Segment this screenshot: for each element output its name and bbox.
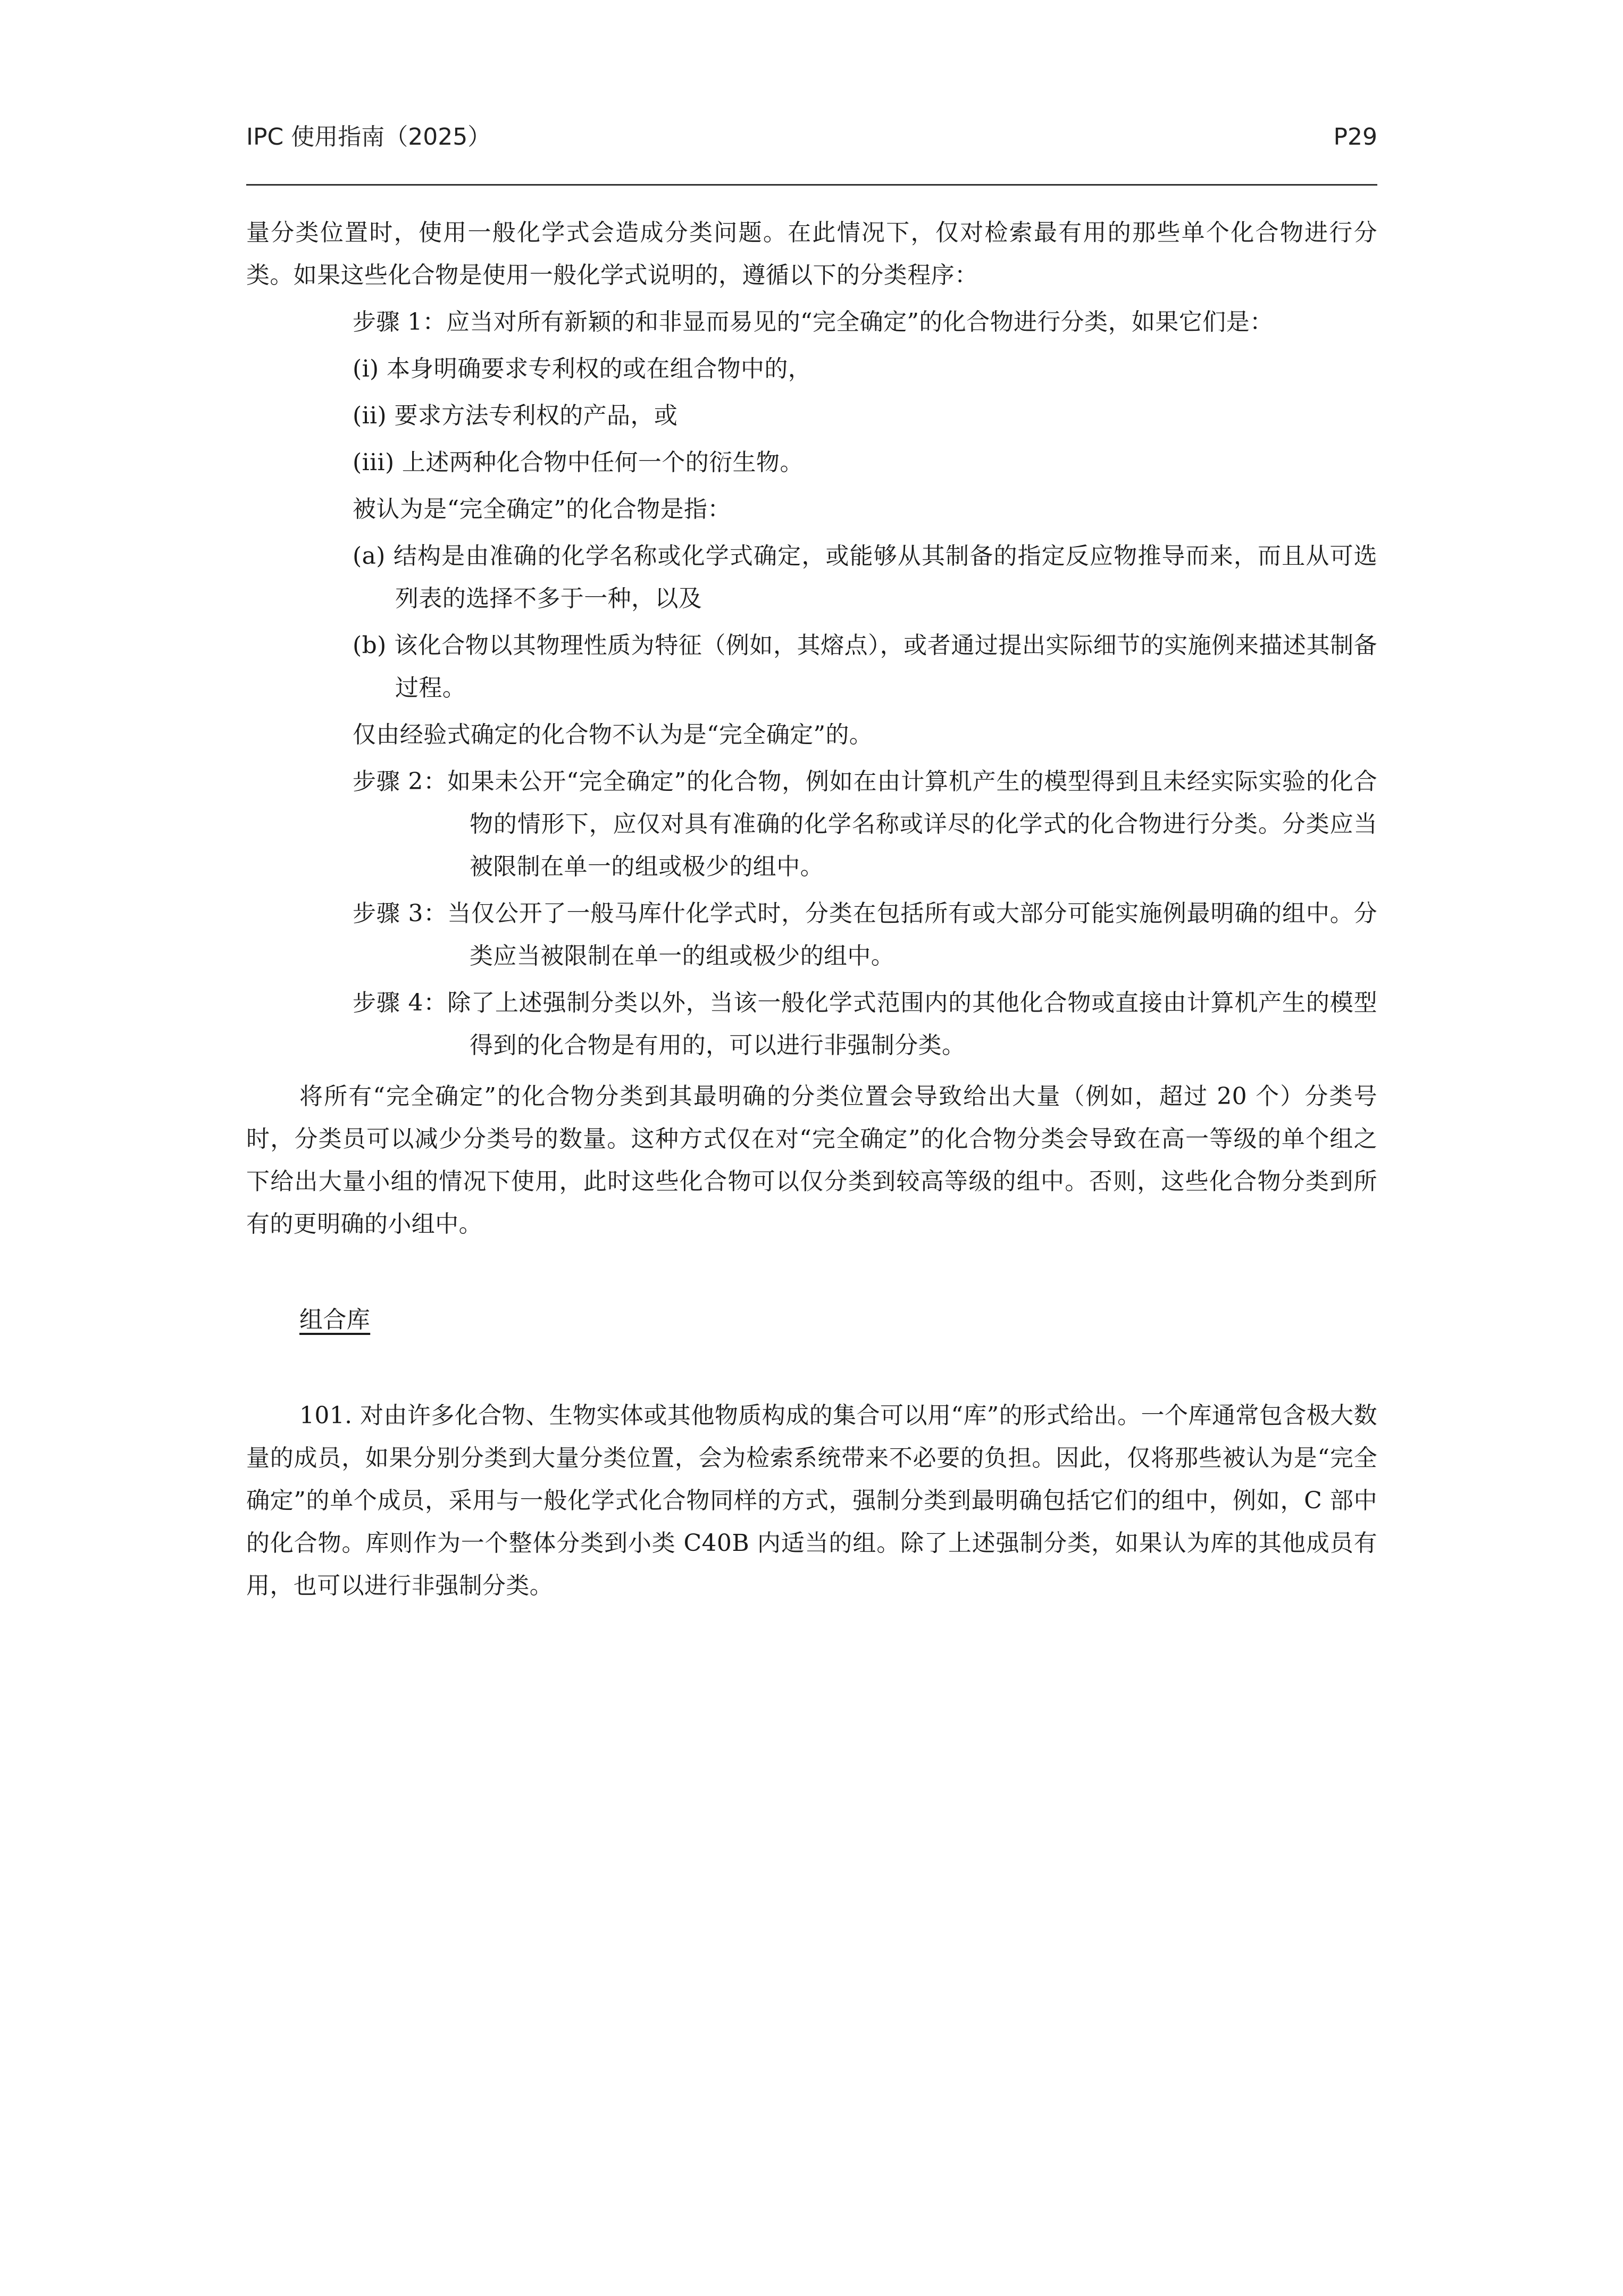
definition-intro: 被认为是“完全确定”的化合物是指： <box>353 496 731 523</box>
page-number: P29 <box>1333 123 1377 151</box>
step-4-text: 除了上述强制分类以外，当该一般化学式范围内的其他化合物或直接由计算机产生的模型得到的化合物是有用的，可以进行非强制分类。 <box>447 989 1377 1059</box>
step-4 <box>246 982 1377 1067</box>
step-3-label: 步骤 3： <box>353 900 448 927</box>
step-1 <box>246 301 1377 344</box>
step-2 <box>246 761 1377 888</box>
section-heading: 组合库 <box>299 1306 371 1333</box>
empirical-formula-note: 仅由经验式确定的化合物不认为是“完全确定”的。 <box>353 721 873 748</box>
paragraph-101: 101. 对由许多化合物、生物实体或其他物质构成的集合可以用“库”的形式给出。一个库通常包含极大数量的成员，如果分别分类到大量分类位置，会为检索系统带来不必要的负担。因此，仅将那些被认为是“完全确定”的单个成员，采用与一般化学式化合物同样的方式，强制分类到最明确包括它们的组中，例如，C 部中的化合物。库则作为一个整体分类到小类 C40B 内适当的组。除了上述强制分类，如果认为库的其他成员有用，也可以进行非强制分类。 <box>246 1402 1377 1599</box>
page-header <box>246 121 1377 153</box>
header-title: IPC 使用指南（2025） <box>246 123 491 151</box>
step-4-label: 步骤 4： <box>353 989 448 1016</box>
step-3-text: 当仅公开了一般马库什化学式时，分类在包括所有或大部分可能实施例最明确的组中。分类应当被限制在单一的组或极少的组中。 <box>447 900 1377 970</box>
page-body <box>246 212 1377 1607</box>
step-2-text: 如果未公开“完全确定”的化合物，例如在由计算机产生的模型得到且未经实际实验的化合物的情形下，应仅对具有准确的化学名称或详尽的化学式的化合物进行分类。分类应当被限制在单一的组或极少的组中。 <box>447 768 1377 880</box>
header-divider <box>246 184 1377 186</box>
step-2-label: 步骤 2： <box>353 768 448 795</box>
criterion-b: (b) 该化合物以其物理性质为特征（例如，其熔点），或者通过提出实际细节的实施例来描述其制备过程。 <box>353 632 1377 702</box>
criterion-a: (a) 结构是由准确的化学名称或化学式确定，或能够从其制备的指定反应物推导而来，而且从可选列表的选择不多于一种，以及 <box>353 542 1377 612</box>
step-1-item-i: (i) 本身明确要求专利权的或在组合物中的， <box>353 355 812 382</box>
step-1-label: 步骤 1： <box>353 308 446 336</box>
intro-paragraph: 量分类位置时，使用一般化学式会造成分类问题。在此情况下，仅对检索最有用的那些单个化合物进行分类。如果这些化合物是使用一般化学式说明的，遵循以下的分类程序： <box>246 219 1377 289</box>
step-1-item-iii: (iii) 上述两种化合物中任何一个的衍生物。 <box>353 449 804 476</box>
reduce-classification-paragraph: 将所有“完全确定”的化合物分类到其最明确的分类位置会导致给出大量（例如，超过 20 个）分类号时，分类员可以减少分类号的数量。这种方式仅在对“完全确定”的化合物分类会导致在高一等级的单个组之下给出大量小组的情况下使用，此时这些化合物可以仅分类到较高等级的组中。否则，这些化合物分类到所有的更明确的小组中。 <box>246 1083 1377 1238</box>
step-3 <box>246 892 1377 978</box>
step-1-text: 应当对所有新颖的和非显而易见的“完全确定”的化合物进行分类，如果它们是： <box>446 308 1274 336</box>
step-1-item-ii: (ii) 要求方法专利权的产品，或 <box>353 402 678 429</box>
